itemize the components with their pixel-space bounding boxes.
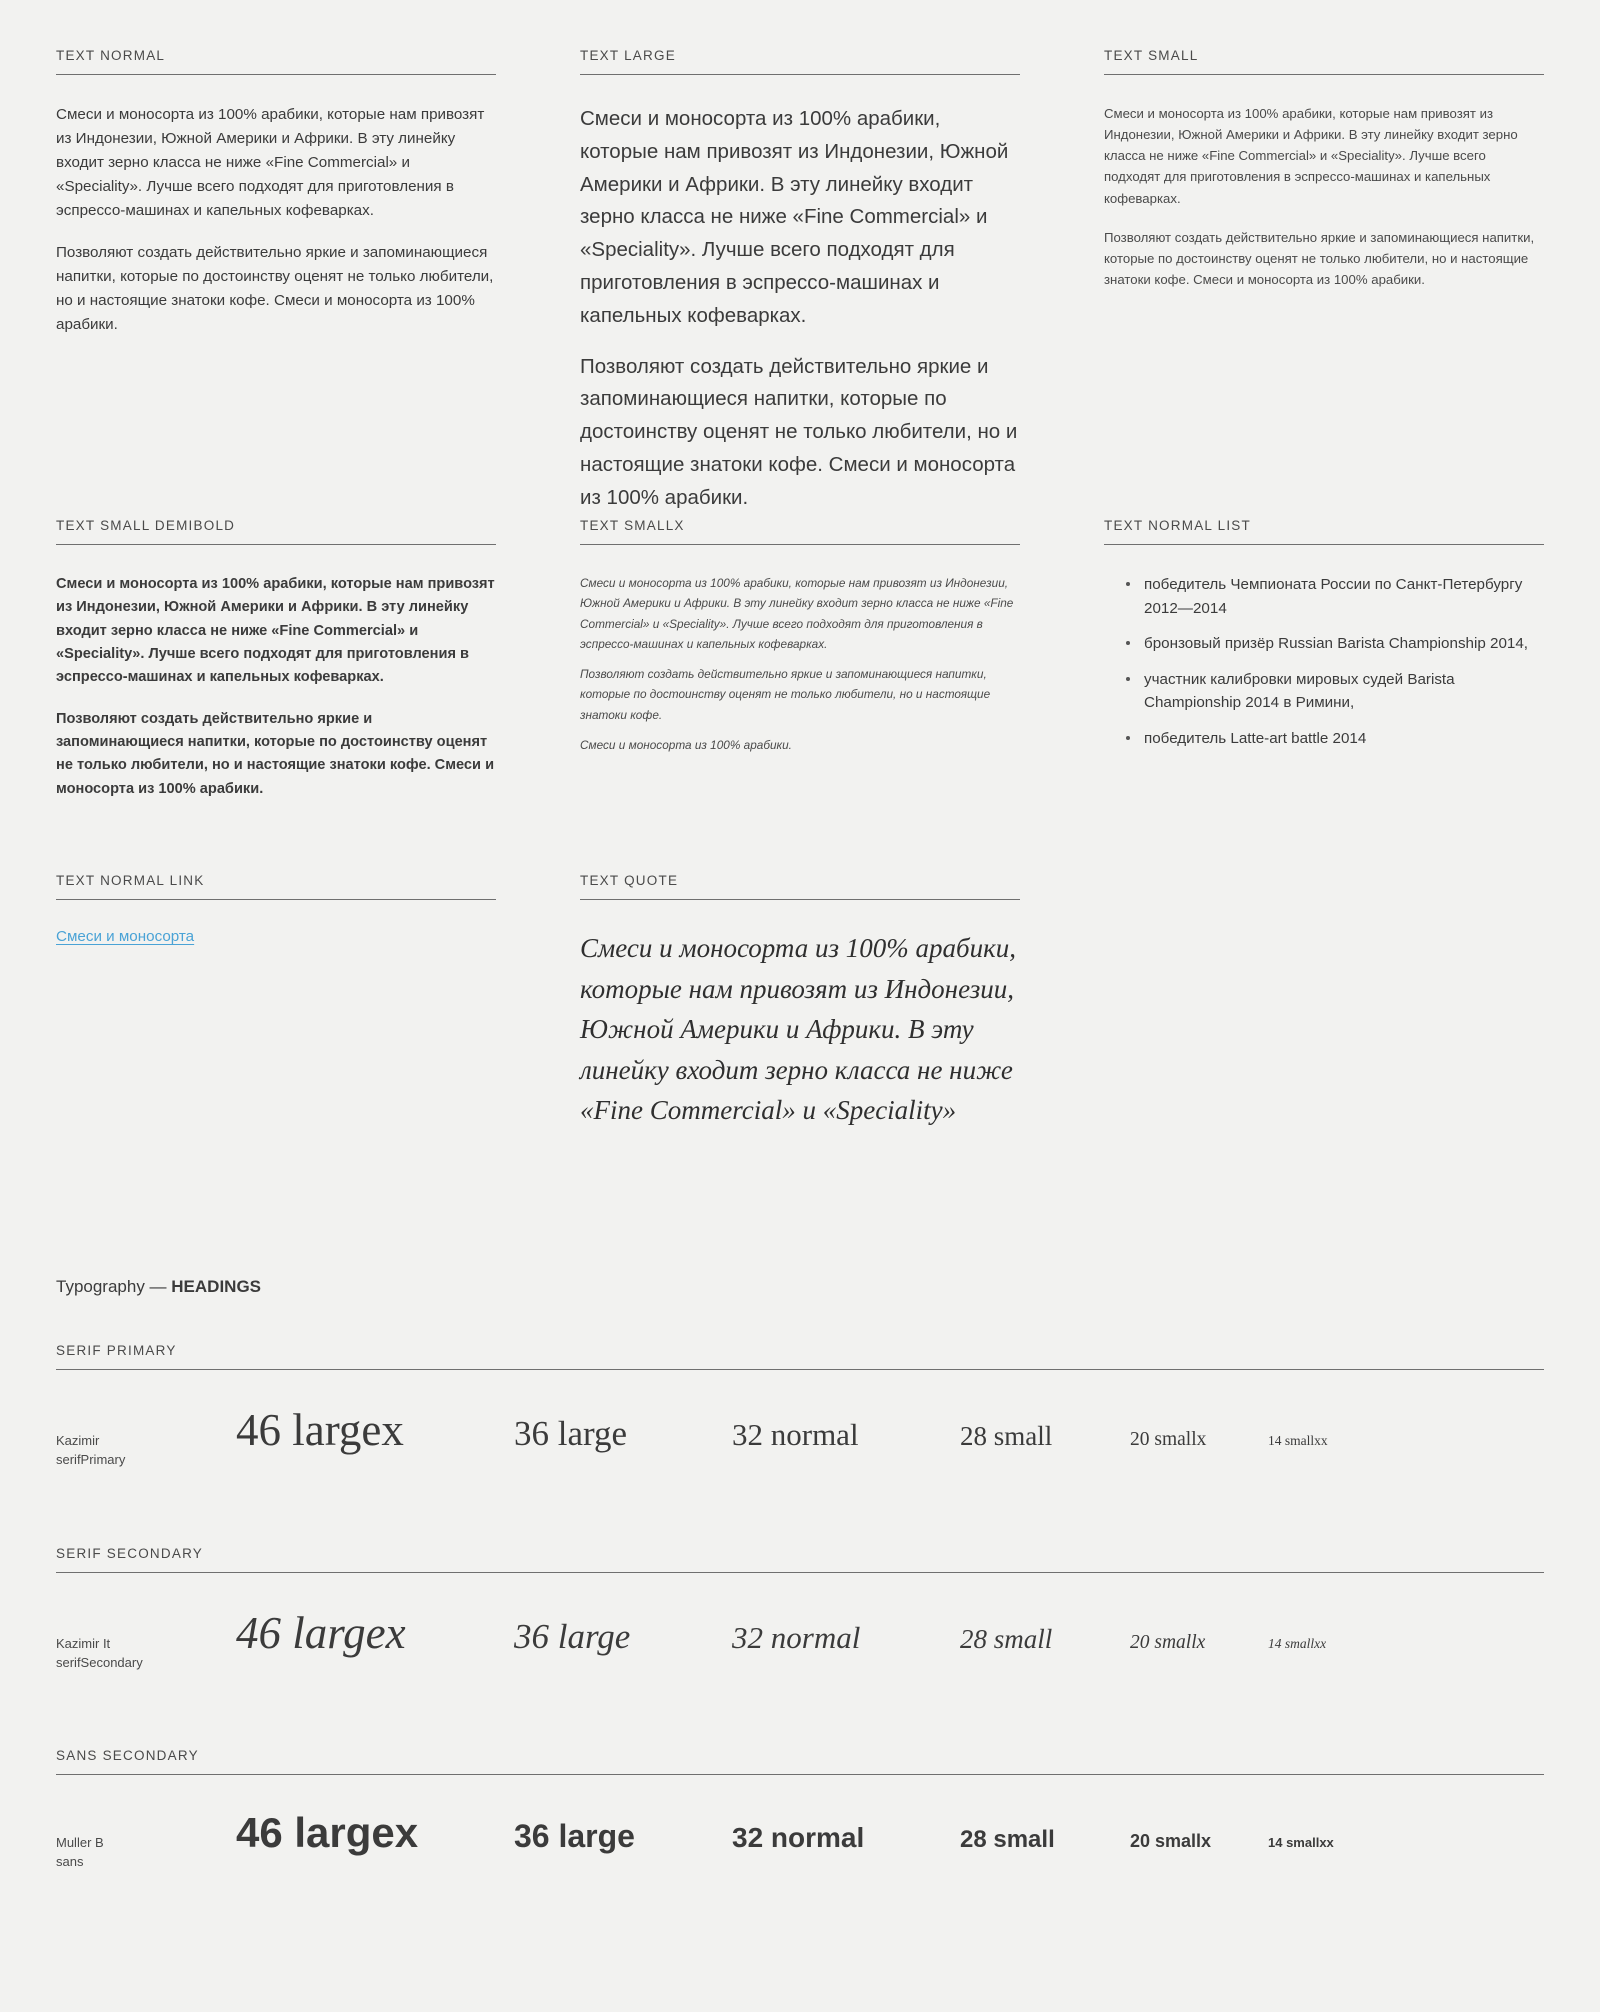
block-title: TEXT QUOTE [580,873,1020,900]
sample-14 [1268,1433,1388,1449]
block-body [580,545,1020,755]
sample-text: 20 smallx [1130,1429,1207,1450]
list [1104,573,1544,750]
sample-text: 20 smallx [1130,1831,1212,1852]
sample-list [236,1809,1544,1857]
paragraph: Позволяют создать действительно яркие и запоминающиеся напитки, которые по достоинству оценят не только любители, но и настоящие знатоки кофе. Смеси и моносорта из 100% арабики. [1104,229,1535,287]
block-body [56,545,496,801]
text-styles-row-2 [56,518,1544,873]
spec-row [56,1573,1544,1703]
paragraph: Позволяют создать действительно яркие и запоминающиеся напитки, которые по достоинству оценят не только любители, но и настоящие знатоки кофе. Смеси и моносорта из 100% арабики. [56,244,494,334]
font-name: Kazimir It [56,1635,111,1651]
spec-label: SANS SECONDARY [56,1748,1544,1775]
spec-row [56,1775,1544,1902]
spec-meta [56,1635,236,1673]
sample-46 [236,1607,514,1659]
sample-text: 46 largex [236,1607,406,1658]
sample-text: 28 small [960,1421,1053,1451]
block-title: TEXT SMALLX [580,518,1020,545]
font-token: sans [56,1854,84,1870]
sample-28 [960,1624,1130,1655]
spec-block-text-small-demibold [56,518,496,873]
list-item: участник калибровки мировых судей Barista Championship 2014 в Римини, [1126,668,1544,715]
sample-text: 28 small [960,1623,1053,1654]
spec-meta [56,1432,236,1470]
sample-14 [1268,1835,1388,1850]
block-title: TEXT NORMAL [56,48,496,75]
list-item: бронзовый призёр Russian Barista Championship 2014, [1126,632,1544,656]
block-body [56,900,496,946]
sample-text: 20 smallx [1130,1631,1206,1653]
block-title: TEXT SMALL DEMIBOLD [56,518,496,545]
paragraph: Смеси и моносорта из 100% арабики. [580,737,792,752]
sample-46 [236,1404,514,1456]
sample-20 [1130,1632,1268,1654]
font-name: Muller B [56,1835,104,1851]
sample-32 [732,1822,960,1854]
block-body [1104,545,1544,750]
sample-list [236,1607,1544,1659]
spec-block-text-normal-list [1104,518,1544,873]
heading-spec-sans-secondary [56,1748,1544,1902]
sample-text: 14 smallxx [1268,1835,1334,1851]
sample-36 [514,1414,732,1454]
block-body [580,75,1020,515]
paragraph: Смеси и моносорта из 100% арабики, которые нам привозят из Индонезии, Южной Америки и Африки. В эту линейку входит зерно класса не ниже «Fine Commercial» и «Speciality». Лучше всего подходят для приготовления в эспрессо-машинах и капельных кофеварках. [580,576,1014,651]
paragraph: Смеси и моносорта из 100% арабики, которые нам привозят из Индонезии, Южной Америки и Африки. В эту линейку входит зерно класса не ниже «Fine Commercial» и «Speciality». Лучше всего подходят для приготовления в эспрессо-машинах и капельных кофеварках. [56,576,495,686]
sample-text: 46 largex [236,1405,404,1455]
sample-36 [514,1617,732,1657]
spec-block-text-normal-link [56,873,496,1203]
block-title: TEXT SMALL [1104,48,1544,75]
spec-block-empty [1104,873,1544,1203]
sample-32 [732,1417,960,1453]
block-title: TEXT NORMAL LIST [1104,518,1544,545]
sample-text: 32 normal [732,1417,859,1452]
sample-link[interactable]: Смеси и моносорта [56,928,195,945]
heading-spec-serif-primary [56,1343,1544,1500]
sample-text: 32 normal [732,1619,861,1655]
sample-text: 36 large [514,1818,635,1855]
block-body [56,75,496,337]
paragraph: Смеси и моносорта из 100% арабики, которые нам привозят из Индонезии, Южной Америки и Африки. В эту линейку входит зерно класса не ниже «Fine Commercial» и «Speciality». Лучше всего подходят для приготовления в эспрессо-машинах и капельных кофеварках. [1104,106,1518,206]
font-token: serifSecondary [56,1654,143,1670]
spec-block-text-smallx [580,518,1020,873]
sample-14 [1268,1636,1388,1652]
spec-meta [56,1834,236,1872]
list-item: победитель Latte-art battle 2014 [1126,727,1544,751]
section-title-prefix: Typography — [56,1277,172,1296]
spec-block-text-large [580,48,1020,518]
section-title-bold: HEADINGS [171,1277,262,1296]
sample-text: 46 largex [236,1809,419,1857]
sample-list [236,1404,1544,1456]
sample-text: 36 large [514,1414,628,1453]
heading-spec-serif-secondary [56,1546,1544,1703]
page-title [56,1277,1544,1297]
sample-text: 14 smallxx [1268,1433,1328,1448]
text-styles-row-1 [56,48,1544,518]
sample-46 [236,1809,514,1857]
sample-36 [514,1818,732,1855]
spec-block-text-small [1104,48,1544,518]
sample-28 [960,1421,1130,1452]
sample-text: 14 smallxx [1268,1635,1327,1651]
text-styles-row-3 [56,873,1544,1203]
sample-text: 36 large [514,1616,631,1656]
block-title: TEXT LARGE [580,48,1020,75]
quote-text: Смеси и моносорта из 100% арабики, которые нам привозят из Индонезии, Южной Америки и Африки. В эту линейку входит зерно класса не ниже «Fine Commercial» и «Speciality» [580,933,1016,1125]
sample-text: 28 small [960,1826,1055,1854]
font-token: serifPrimary [56,1451,126,1467]
spec-label: SERIF PRIMARY [56,1343,1544,1370]
spec-label: SERIF SECONDARY [56,1546,1544,1573]
spec-block-text-quote [580,873,1020,1203]
font-name: Kazimir [56,1433,100,1448]
sample-20 [1130,1429,1268,1451]
block-body [580,900,1020,1131]
paragraph: Позволяют создать действительно яркие и запоминающиеся напитки, которые по достоинству оценят не только любители, но и настоящие знатоки кофе. [580,667,991,722]
sample-28 [960,1826,1130,1854]
paragraph: Позволяют создать действительно яркие и запоминающиеся напитки, которые по достоинству оценят не только любители, но и настоящие знатоки кофе. Смеси и моносорта из 100% арабики. [580,354,1018,509]
spec-block-text-normal [56,48,496,518]
paragraph: Позволяют создать действительно яркие и запоминающиеся напитки, которые по достоинству оценят не только любители, но и настоящие знатоки кофе. Смеси и моносорта из 100% арабики. [56,710,495,797]
sample-20 [1130,1831,1268,1852]
spec-row [56,1370,1544,1500]
list-item: победитель Чемпионата России по Санкт-Петербургу 2012—2014 [1126,573,1544,620]
sample-text: 32 normal [732,1822,865,1854]
block-title: TEXT NORMAL LINK [56,873,496,900]
paragraph: Смеси и моносорта из 100% арабики, которые нам привозят из Индонезии, Южной Америки и Африки. В эту линейку входит зерно класса не ниже «Fine Commercial» и «Speciality». Лучше всего подходят для приготовления в эспрессо-машинах и капельных кофеварках. [56,106,485,220]
sample-32 [732,1620,960,1656]
paragraph: Смеси и моносорта из 100% арабики, которые нам привозят из Индонезии, Южной Америки и Африки. В эту линейку входит зерно класса не ниже «Fine Commercial» и «Speciality». Лучше всего подходят для приготовления в эспрессо-машинах и капельных кофеварках. [580,107,1009,327]
block-body [1104,75,1544,290]
